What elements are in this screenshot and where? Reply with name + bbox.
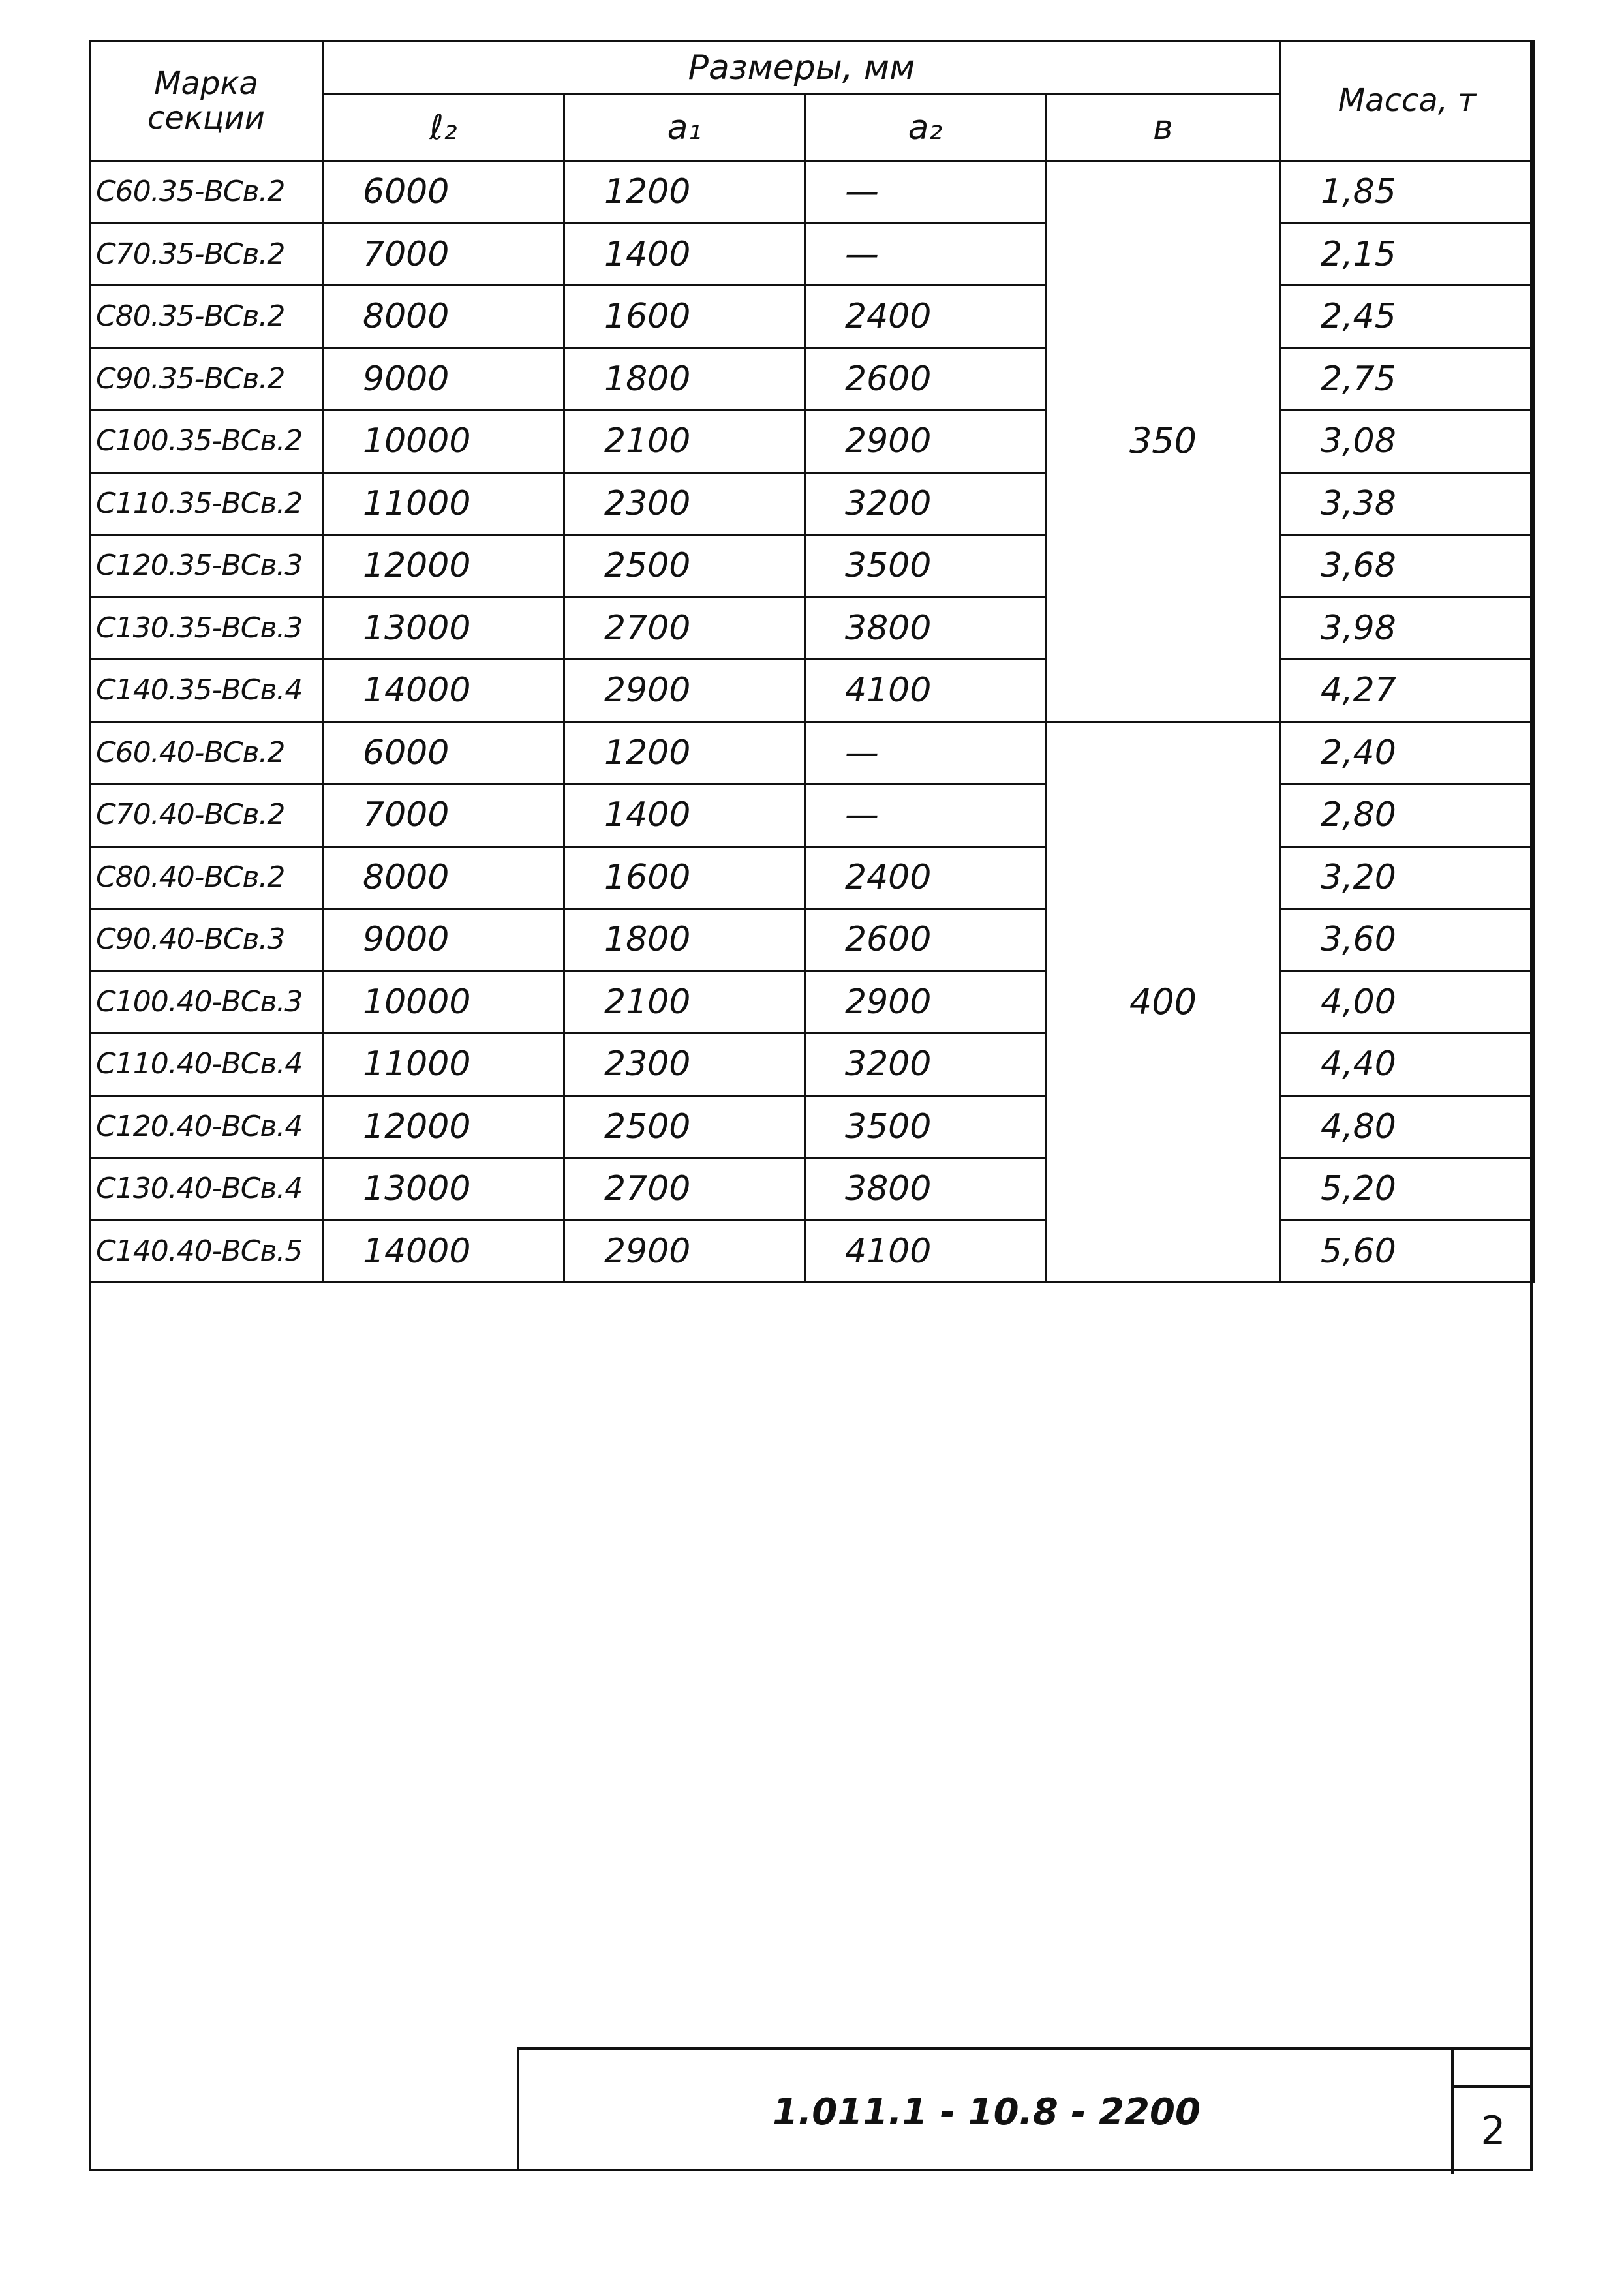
section-mark-cell: С120.35-ВСв.3 <box>90 535 323 598</box>
a1-cell: 2900 <box>564 1220 805 1283</box>
l2-cell: 9000 <box>323 348 564 410</box>
a2-cell: 3800 <box>805 597 1046 660</box>
a1-cell: 2500 <box>564 1095 805 1158</box>
a2-cell: 2900 <box>805 410 1046 473</box>
a1-cell: 2100 <box>564 971 805 1033</box>
a2-cell: — <box>805 223 1046 286</box>
table-row <box>90 1033 1534 1096</box>
header-a1: a₁ <box>564 95 805 161</box>
l2-cell: 8000 <box>323 286 564 348</box>
table-row <box>90 348 1534 410</box>
a2-cell: — <box>805 161 1046 224</box>
l2-cell: 10000 <box>323 410 564 473</box>
section-mark-cell: С100.40-ВСв.3 <box>90 971 323 1033</box>
a2-cell: 2600 <box>805 909 1046 971</box>
section-mark-cell: С120.40-ВСв.4 <box>90 1095 323 1158</box>
sheet-number: 2 <box>1480 2108 1506 2154</box>
header-mass: Масса, т <box>1281 41 1534 161</box>
l2-cell: 6000 <box>323 161 564 224</box>
mass-cell: 3,68 <box>1281 535 1534 598</box>
a1-cell: 2500 <box>564 535 805 598</box>
l2-cell: 14000 <box>323 660 564 722</box>
l2-cell: 11000 <box>323 472 564 535</box>
header-a2: a₂ <box>805 95 1046 161</box>
mass-cell: 5,60 <box>1281 1220 1534 1283</box>
l2-cell: 7000 <box>323 784 564 847</box>
table-row <box>90 971 1534 1033</box>
a1-cell: 2100 <box>564 410 805 473</box>
section-mark-cell: С80.40-ВСв.2 <box>90 846 323 909</box>
a1-cell: 1400 <box>564 223 805 286</box>
table-row <box>90 1158 1534 1221</box>
mass-cell: 4,00 <box>1281 971 1534 1033</box>
header-dimensions: Размеры, мм <box>323 41 1281 95</box>
a2-cell: 2600 <box>805 348 1046 410</box>
mass-cell: 1,85 <box>1281 161 1534 224</box>
a1-cell: 1200 <box>564 722 805 784</box>
section-mark-cell: С130.35-ВСв.3 <box>90 597 323 660</box>
mass-cell: 3,98 <box>1281 597 1534 660</box>
l2-cell: 11000 <box>323 1033 564 1096</box>
a2-cell: 3800 <box>805 1158 1046 1221</box>
l2-cell: 8000 <box>323 846 564 909</box>
a2-cell: 4100 <box>805 660 1046 722</box>
table-row <box>90 286 1534 348</box>
a2-cell: 3500 <box>805 535 1046 598</box>
section-mark-cell: С110.35-ВСв.2 <box>90 472 323 535</box>
table-body <box>90 161 1534 1283</box>
a1-cell: 1600 <box>564 286 805 348</box>
l2-cell: 12000 <box>323 1095 564 1158</box>
table-row <box>90 597 1534 660</box>
table-row <box>90 909 1534 971</box>
mass-cell: 3,38 <box>1281 472 1534 535</box>
section-mark-cell: С80.35-ВСв.2 <box>90 286 323 348</box>
table-row <box>90 472 1534 535</box>
section-mark-cell: С70.35-ВСв.2 <box>90 223 323 286</box>
a1-cell: 2300 <box>564 472 805 535</box>
section-mark-cell: С70.40-ВСв.2 <box>90 784 323 847</box>
a1-cell: 1400 <box>564 784 805 847</box>
mass-cell: 3,60 <box>1281 909 1534 971</box>
table-row <box>90 846 1534 909</box>
l2-cell: 14000 <box>323 1220 564 1283</box>
section-mark-cell: С140.35-ВСв.4 <box>90 660 323 722</box>
a1-cell: 2300 <box>564 1033 805 1096</box>
mass-cell: 4,27 <box>1281 660 1534 722</box>
section-spec-table <box>89 40 1535 1283</box>
a1-cell: 1800 <box>564 348 805 410</box>
mass-cell: 4,40 <box>1281 1033 1534 1096</box>
mass-cell: 2,45 <box>1281 286 1534 348</box>
section-mark-cell: С90.40-ВСв.3 <box>90 909 323 971</box>
section-mark-cell: С60.35-ВСв.2 <box>90 161 323 224</box>
l2-cell: 13000 <box>323 1158 564 1221</box>
sheet-number-box <box>1451 2050 1533 2174</box>
mass-cell: 2,40 <box>1281 722 1534 784</box>
section-mark-cell: С110.40-ВСв.4 <box>90 1033 323 1096</box>
a1-cell: 1800 <box>564 909 805 971</box>
table-row <box>90 722 1534 784</box>
header-l2: ℓ₂ <box>323 95 564 161</box>
a1-cell: 2700 <box>564 1158 805 1221</box>
a2-cell: 4100 <box>805 1220 1046 1283</box>
table-row <box>90 161 1534 224</box>
table-row <box>90 410 1534 473</box>
section-mark-cell: С140.40-ВСв.5 <box>90 1220 323 1283</box>
section-mark-cell: С130.40-ВСв.4 <box>90 1158 323 1221</box>
mass-cell: 2,80 <box>1281 784 1534 847</box>
l2-cell: 12000 <box>323 535 564 598</box>
mass-cell: 3,20 <box>1281 846 1534 909</box>
header-b: в <box>1046 95 1281 161</box>
width-b-cell: 400 <box>1046 722 1281 1283</box>
section-mark-cell: С90.35-ВСв.2 <box>90 348 323 410</box>
table-row <box>90 223 1534 286</box>
mass-cell: 2,75 <box>1281 348 1534 410</box>
l2-cell: 9000 <box>323 909 564 971</box>
l2-cell: 10000 <box>323 971 564 1033</box>
a2-cell: 3200 <box>805 1033 1046 1096</box>
sheet-label-cell <box>1454 2050 1533 2088</box>
l2-cell: 13000 <box>323 597 564 660</box>
mass-cell: 2,15 <box>1281 223 1534 286</box>
document-code: 1.011.1 - 10.8 - 2200 <box>773 2090 1201 2133</box>
a1-cell: 2900 <box>564 660 805 722</box>
a2-cell: — <box>805 784 1046 847</box>
a2-cell: 2400 <box>805 286 1046 348</box>
mass-cell: 5,20 <box>1281 1158 1534 1221</box>
header-mark: Марка секции <box>90 41 323 161</box>
l2-cell: 7000 <box>323 223 564 286</box>
table-row <box>90 784 1534 847</box>
table-row <box>90 660 1534 722</box>
a2-cell: 3500 <box>805 1095 1046 1158</box>
table-row <box>90 1220 1534 1283</box>
table-row <box>90 1095 1534 1158</box>
table-row <box>90 535 1534 598</box>
title-block <box>517 2047 1533 2171</box>
width-b-cell: 350 <box>1046 161 1281 722</box>
a1-cell: 2700 <box>564 597 805 660</box>
a1-cell: 1600 <box>564 846 805 909</box>
section-mark-cell: С100.35-ВСв.2 <box>90 410 323 473</box>
a2-cell: — <box>805 722 1046 784</box>
a2-cell: 2900 <box>805 971 1046 1033</box>
mass-cell: 3,08 <box>1281 410 1534 473</box>
section-mark-cell: С60.40-ВСв.2 <box>90 722 323 784</box>
a1-cell: 1200 <box>564 161 805 224</box>
a2-cell: 3200 <box>805 472 1046 535</box>
l2-cell: 6000 <box>323 722 564 784</box>
a2-cell: 2400 <box>805 846 1046 909</box>
mass-cell: 4,80 <box>1281 1095 1534 1158</box>
